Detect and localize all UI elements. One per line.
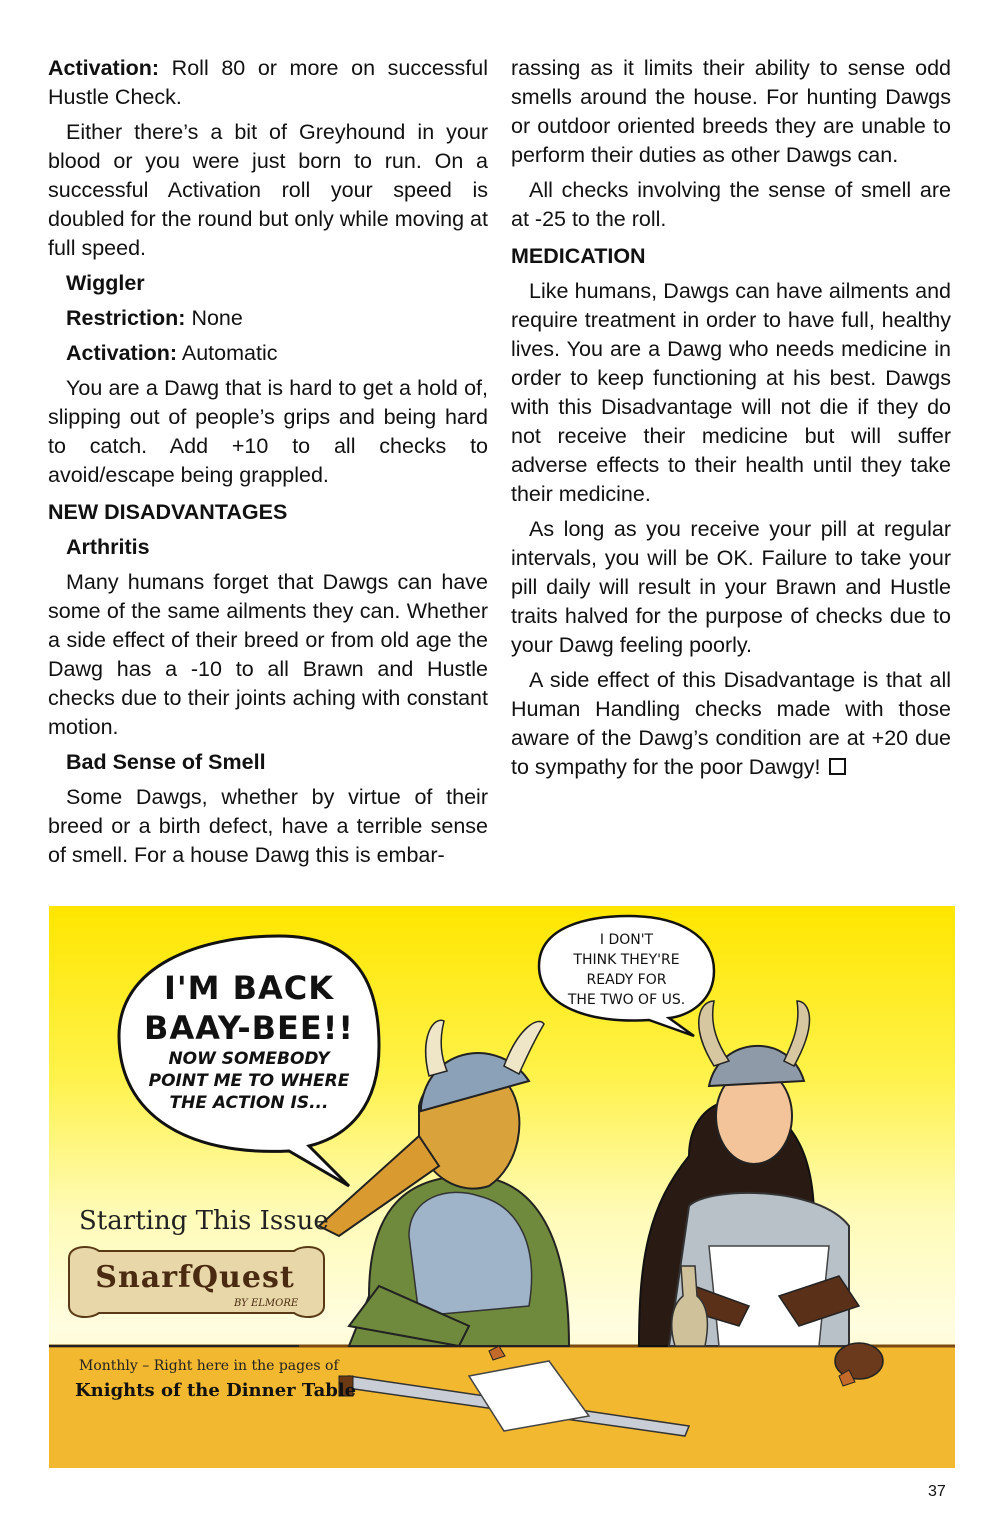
bad-smell-paragraph: Some Dawgs, whether by virtue of their breed or a birth defect, have a terrible sense of smell. For a house Dawg this is embar- xyxy=(48,785,488,867)
medication-paragraph-2: As long as you receive your pill at regular intervals, you will be OK. Failure to take your pill daily will result in your Brawn and Hustle traits halved for the purpose of checks due to your Dawg feeling poorly. xyxy=(511,517,951,657)
wiggler-paragraph: You are a Dawg that is hard to get a hold of, slipping out of people’s grips and being hard to catch. Add +10 to all checks to avoid/escape being grappled. xyxy=(48,376,488,487)
woman-character xyxy=(639,1001,859,1346)
wiggler-heading: Wiggler xyxy=(66,271,145,295)
woman-speech-text: I DON'T THINK THEY'RE READY FOR THE TWO OF US. xyxy=(567,932,686,1008)
kodt-title: Knights of the Dinner Table xyxy=(75,1380,357,1401)
starting-this-issue: Starting This Issue xyxy=(79,1206,329,1236)
snarfquest-logo: SnarfQuest xyxy=(95,1260,295,1295)
medication-paragraph-3: A side effect of this Disadvantage is that all Human Handling checks made with those aware of the Dawg’s condition are at +20 due to sympathy for the poor Dawgy! xyxy=(511,668,951,779)
continued-paragraph: rassing as it limits their ability to sense odd smells around the house. For hunting Dawgs or outdoor oriented breeds they are unable to perform their duties as other Dawgs can. xyxy=(511,56,951,167)
logo-byline: BY ELMORE xyxy=(234,1298,299,1309)
activation-line: Activation: Roll 80 or more on successful Hustle Check. xyxy=(48,56,488,109)
page-number: 37 xyxy=(928,1483,946,1500)
bad-smell-heading: Bad Sense of Smell xyxy=(66,750,266,774)
left-column xyxy=(48,54,488,876)
snarf-speech-text: I'M BACK BAAY-BEE!! NOW SOMEBODY POINT ME TO WHERE THE ACTION IS... xyxy=(144,969,354,1113)
right-column xyxy=(511,54,951,788)
monthly-line: Monthly – Right here in the pages of xyxy=(79,1358,339,1374)
medication-paragraph-1: Like humans, Dawgs can have ailments and require treatment in order to have full, healthy lives. You are a Dawg who needs medicine in order to keep functioning at his best. Dawgs with this Disadvantage will not die if they do not receive their medicine but will suffer adverse effects to their health until they take their medicine. xyxy=(511,279,951,506)
greyhound-paragraph: Either there’s a bit of Greyhound in your blood or you were just born to run. On a successful Activation roll your speed is doubled for the round but only while moving at full speed. xyxy=(48,120,488,260)
snarfquest-advert xyxy=(49,906,955,1468)
arthritis-heading: Arthritis xyxy=(66,535,150,559)
medication-heading: MEDICATION xyxy=(511,244,646,268)
restriction-line: Restriction: None xyxy=(66,306,243,330)
smell-checks-paragraph: All checks involving the sense of smell are at -25 to the roll. xyxy=(511,178,951,231)
end-mark-icon xyxy=(829,758,846,775)
activation-line-2: Activation: Automatic xyxy=(66,341,278,365)
arthritis-paragraph: Many humans forget that Dawgs can have some of the same ailments they can. Whether a side effect of their breed or from old age the Dawg has a -10 to all Brawn and Hustle checks due to their joints aching with constant motion. xyxy=(48,570,488,739)
new-disadvantages-heading: NEW DISADVANTAGES xyxy=(48,500,288,524)
